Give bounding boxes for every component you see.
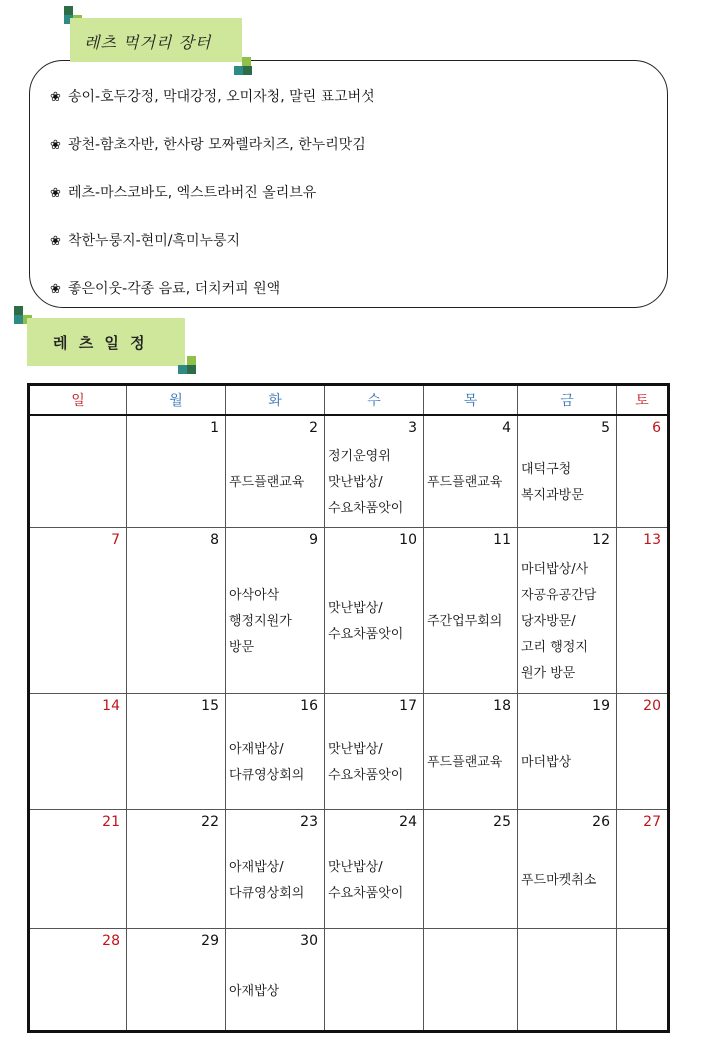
event-text: 대덕구청 (521, 462, 572, 477)
calendar-day-cell (127, 928, 226, 1031)
calendar-day-cell (127, 693, 226, 809)
weekday-header: 금 (518, 385, 617, 416)
day-number: 4 (502, 420, 511, 436)
event-list (127, 832, 225, 881)
calendar-day-cell (226, 527, 325, 693)
weekday-header: 목 (424, 385, 518, 416)
event-list (424, 716, 517, 776)
calendar-week-row (29, 693, 669, 809)
calendar-day-cell (518, 928, 617, 1031)
day-number: 17 (399, 697, 417, 714)
day-number: 11 (493, 531, 511, 548)
calendar-day-cell (127, 809, 226, 928)
market-item-text: 송이-호두강정, 막대강정, 오미자청, 말린 표고버섯 (68, 89, 375, 105)
calendar-day-cell (617, 928, 669, 1031)
day-number: 20 (643, 697, 661, 714)
day-number: 24 (399, 813, 417, 830)
event-list (424, 550, 517, 635)
day-number: 2 (309, 420, 318, 436)
event-text: 행정지원가 (229, 613, 292, 629)
day-number: 26 (592, 813, 610, 830)
event-text: 복지과방문 (521, 488, 584, 503)
day-number: 13 (643, 531, 661, 548)
schedule-calendar (27, 383, 670, 1033)
calendar-day-cell (127, 527, 226, 693)
event-text: 마더밥상/사 (521, 561, 589, 577)
event-text: 맛난밥상/ (328, 600, 383, 616)
weekday-header: 수 (325, 385, 424, 416)
day-number: 10 (399, 531, 417, 548)
calendar-day-cell (424, 928, 518, 1031)
market-item (50, 182, 316, 202)
flower-icon: ❀ (50, 138, 61, 153)
event-list (30, 438, 126, 483)
day-number: 21 (102, 813, 120, 830)
event-list (226, 438, 324, 496)
day-number (30, 416, 126, 438)
decor-square (234, 66, 243, 75)
calendar-day-cell (617, 527, 669, 693)
day-number: 6 (652, 420, 661, 436)
calendar-day-cell (127, 415, 226, 527)
event-list (617, 832, 667, 881)
calendar-day-cell (29, 809, 127, 928)
event-text: 자공유공간담 (521, 587, 597, 603)
market-item-text: 광천-함초자반, 한사랑 모짜렐라치즈, 한누리맛김 (68, 137, 366, 153)
flower-icon: ❀ (50, 90, 61, 105)
day-number: 18 (493, 697, 511, 714)
event-list (325, 832, 423, 907)
event-list (127, 951, 225, 992)
event-text: 아재밥상/ (229, 741, 284, 757)
calendar-day-cell (325, 809, 424, 928)
calendar-week-row (29, 809, 669, 928)
event-text: 맛난밥상/ (328, 475, 383, 490)
event-list (617, 438, 667, 483)
event-list (30, 550, 126, 622)
decor-square (14, 315, 23, 324)
calendar-day-cell (226, 415, 325, 527)
event-text: 수요차품앗이 (328, 767, 404, 783)
event-list (518, 716, 616, 776)
calendar-day-cell (29, 693, 127, 809)
calendar-day-cell (518, 527, 617, 693)
day-number: 3 (408, 420, 417, 436)
market-title: 레츠 먹거리 장터 (84, 33, 212, 52)
event-list (30, 951, 126, 992)
flower-icon: ❀ (50, 234, 61, 249)
day-number: 15 (201, 697, 219, 714)
weekday-header: 일 (29, 385, 127, 416)
event-text: 푸드플랜교육 (427, 754, 503, 770)
day-number (325, 929, 423, 951)
event-list (518, 438, 616, 509)
flower-icon: ❀ (50, 186, 61, 201)
event-text: 주간업무회의 (427, 613, 503, 629)
day-number: 27 (643, 813, 661, 830)
calendar-day-cell (325, 527, 424, 693)
calendar-day-cell (617, 415, 669, 527)
calendar-day-cell (617, 809, 669, 928)
calendar-day-cell (424, 527, 518, 693)
event-text: 수요차품앗이 (328, 885, 404, 901)
event-list (617, 951, 667, 992)
day-number: 14 (102, 697, 120, 714)
day-number: 19 (592, 697, 610, 714)
weekday-header: 월 (127, 385, 226, 416)
day-number (617, 929, 667, 951)
event-list (127, 438, 225, 483)
calendar-day-cell (29, 527, 127, 693)
event-text: 수요차품앗이 (328, 626, 404, 642)
event-list (325, 550, 423, 648)
decor-square (243, 66, 252, 75)
day-number (518, 929, 616, 951)
calendar-week-row (29, 527, 669, 693)
calendar-day-cell (29, 928, 127, 1031)
event-list (424, 832, 517, 881)
calendar-day-cell (424, 809, 518, 928)
event-list (325, 951, 423, 992)
event-text: 아재밥상/ (229, 859, 284, 875)
calendar-day-cell (518, 809, 617, 928)
decor-square (14, 306, 23, 315)
weekday-header: 토 (617, 385, 669, 416)
market-item (50, 134, 366, 154)
event-text: 푸드플랜교육 (427, 475, 503, 490)
event-list (30, 716, 126, 763)
event-list (325, 716, 423, 789)
event-text: 푸드플랜교육 (229, 475, 305, 490)
market-item-text: 좋은이웃-각종 음료, 더치커피 원액 (68, 281, 281, 297)
day-number: 16 (300, 697, 318, 714)
event-text: 아재밥상 (229, 983, 280, 999)
market-item-text: 착한누룽지-현미/흑미누룽지 (68, 233, 241, 249)
schedule-title: 레 츠 일 정 (53, 334, 148, 352)
event-list (424, 951, 517, 992)
calendar-day-cell (325, 415, 424, 527)
event-list (30, 832, 126, 881)
weekday-header-row (29, 385, 669, 416)
event-text: 방문 (229, 639, 255, 655)
day-number: 22 (201, 813, 219, 830)
event-text: 수요차품앗이 (328, 501, 404, 516)
day-number: 25 (493, 813, 511, 830)
event-list (127, 716, 225, 763)
day-number: 8 (210, 531, 219, 548)
day-number: 30 (300, 932, 318, 949)
calendar-week-row (29, 928, 669, 1031)
day-number: 9 (309, 531, 318, 548)
event-list (325, 438, 423, 522)
calendar-day-cell (325, 928, 424, 1031)
event-list (518, 951, 616, 992)
calendar-day-cell (424, 693, 518, 809)
event-list (617, 716, 667, 763)
event-text: 원가 방문 (521, 665, 576, 681)
calendar-day-cell (226, 809, 325, 928)
market-item (50, 86, 375, 106)
event-text: 다큐영상회의 (229, 885, 305, 901)
weekday-header: 화 (226, 385, 325, 416)
decor-square (187, 365, 196, 374)
event-text: 고리 행정지 (521, 639, 588, 655)
schedule-title-tab (27, 318, 185, 366)
event-list (518, 550, 616, 687)
event-text: 푸드마켓취소 (521, 872, 597, 888)
event-list (424, 438, 517, 496)
day-number: 5 (601, 420, 610, 436)
calendar-day-cell (518, 415, 617, 527)
day-number: 12 (592, 531, 610, 548)
event-list (518, 832, 616, 894)
event-list (617, 550, 667, 622)
day-number: 28 (102, 932, 120, 949)
flower-icon: ❀ (50, 282, 61, 297)
calendar-day-cell (226, 928, 325, 1031)
calendar-day-cell (29, 415, 127, 527)
event-text: 정기운영위 (328, 449, 391, 464)
event-text: 다큐영상회의 (229, 767, 305, 783)
day-number: 1 (210, 420, 219, 436)
decor-square (64, 6, 73, 15)
decor-square (187, 356, 196, 365)
day-number: 29 (201, 932, 219, 949)
calendar-day-cell (424, 415, 518, 527)
market-item (50, 278, 280, 298)
calendar-week-row (29, 415, 669, 527)
calendar-day-cell (325, 693, 424, 809)
event-text: 당자방문/ (521, 613, 576, 629)
calendar-day-cell (518, 693, 617, 809)
calendar-day-cell (226, 693, 325, 809)
decor-square (178, 365, 187, 374)
event-list (127, 550, 225, 622)
day-number: 23 (300, 813, 318, 830)
decor-square (242, 57, 251, 66)
market-item (50, 230, 240, 250)
event-text: 마더밥상 (521, 754, 572, 770)
event-text: 맛난밥상/ (328, 859, 383, 875)
event-list (226, 832, 324, 907)
market-item-text: 레츠-마스코바도, 엑스트라버진 올리브유 (68, 185, 317, 201)
day-number: 7 (111, 531, 120, 548)
event-list (226, 951, 324, 1005)
event-text: 맛난밥상/ (328, 741, 383, 757)
day-number (424, 929, 517, 951)
event-list (226, 550, 324, 661)
event-text: 아삭아삭 (229, 587, 280, 603)
calendar-day-cell (617, 693, 669, 809)
market-title-tab (70, 18, 242, 62)
event-list (226, 716, 324, 789)
